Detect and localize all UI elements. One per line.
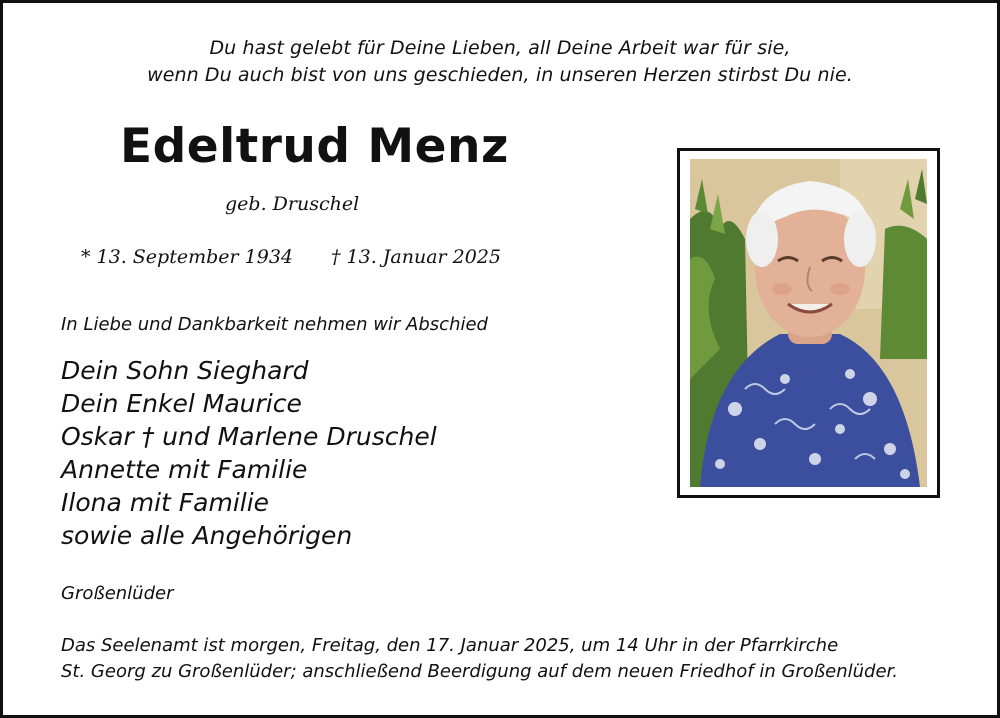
mourner: sowie alle Angehörigen bbox=[61, 521, 353, 550]
mourners-list bbox=[61, 354, 437, 552]
portrait-photo-icon bbox=[690, 159, 927, 487]
service-line-2: St. Georg zu Großenlüder; anschließend Beerdigung auf dem neuen Friedhof in Großenlüder. bbox=[61, 661, 899, 682]
mourner: Annette mit Familie bbox=[61, 455, 308, 484]
motto-line-2: wenn Du auch bist von uns geschieden, in unseren Herzen stirbst Du nie. bbox=[147, 64, 853, 86]
mourner: Dein Sohn Sieghard bbox=[61, 356, 309, 385]
mourner: Dein Enkel Maurice bbox=[61, 389, 302, 418]
mourner: Oskar † und Marlene Druschel bbox=[61, 422, 437, 451]
death-date: † 13. Januar 2025 bbox=[331, 246, 502, 268]
deceased-name: Edeltrud Menz bbox=[120, 119, 509, 174]
farewell-intro: In Liebe und Dankbarkeit nehmen wir Abschied bbox=[61, 314, 488, 335]
mourner: Ilona mit Familie bbox=[61, 488, 270, 517]
place: Großenlüder bbox=[61, 583, 174, 604]
birth-date: * 13. September 1934 bbox=[81, 246, 293, 268]
motto-line-1: Du hast gelebt für Deine Lieben, all Deine Arbeit war für sie, bbox=[209, 37, 791, 59]
service-line-1: Das Seelenamt ist morgen, Freitag, den 17. Januar 2025, um 14 Uhr in der Pfarrkirche bbox=[61, 635, 839, 656]
photo-frame bbox=[677, 148, 940, 498]
birth-name: geb. Druschel bbox=[225, 193, 360, 215]
